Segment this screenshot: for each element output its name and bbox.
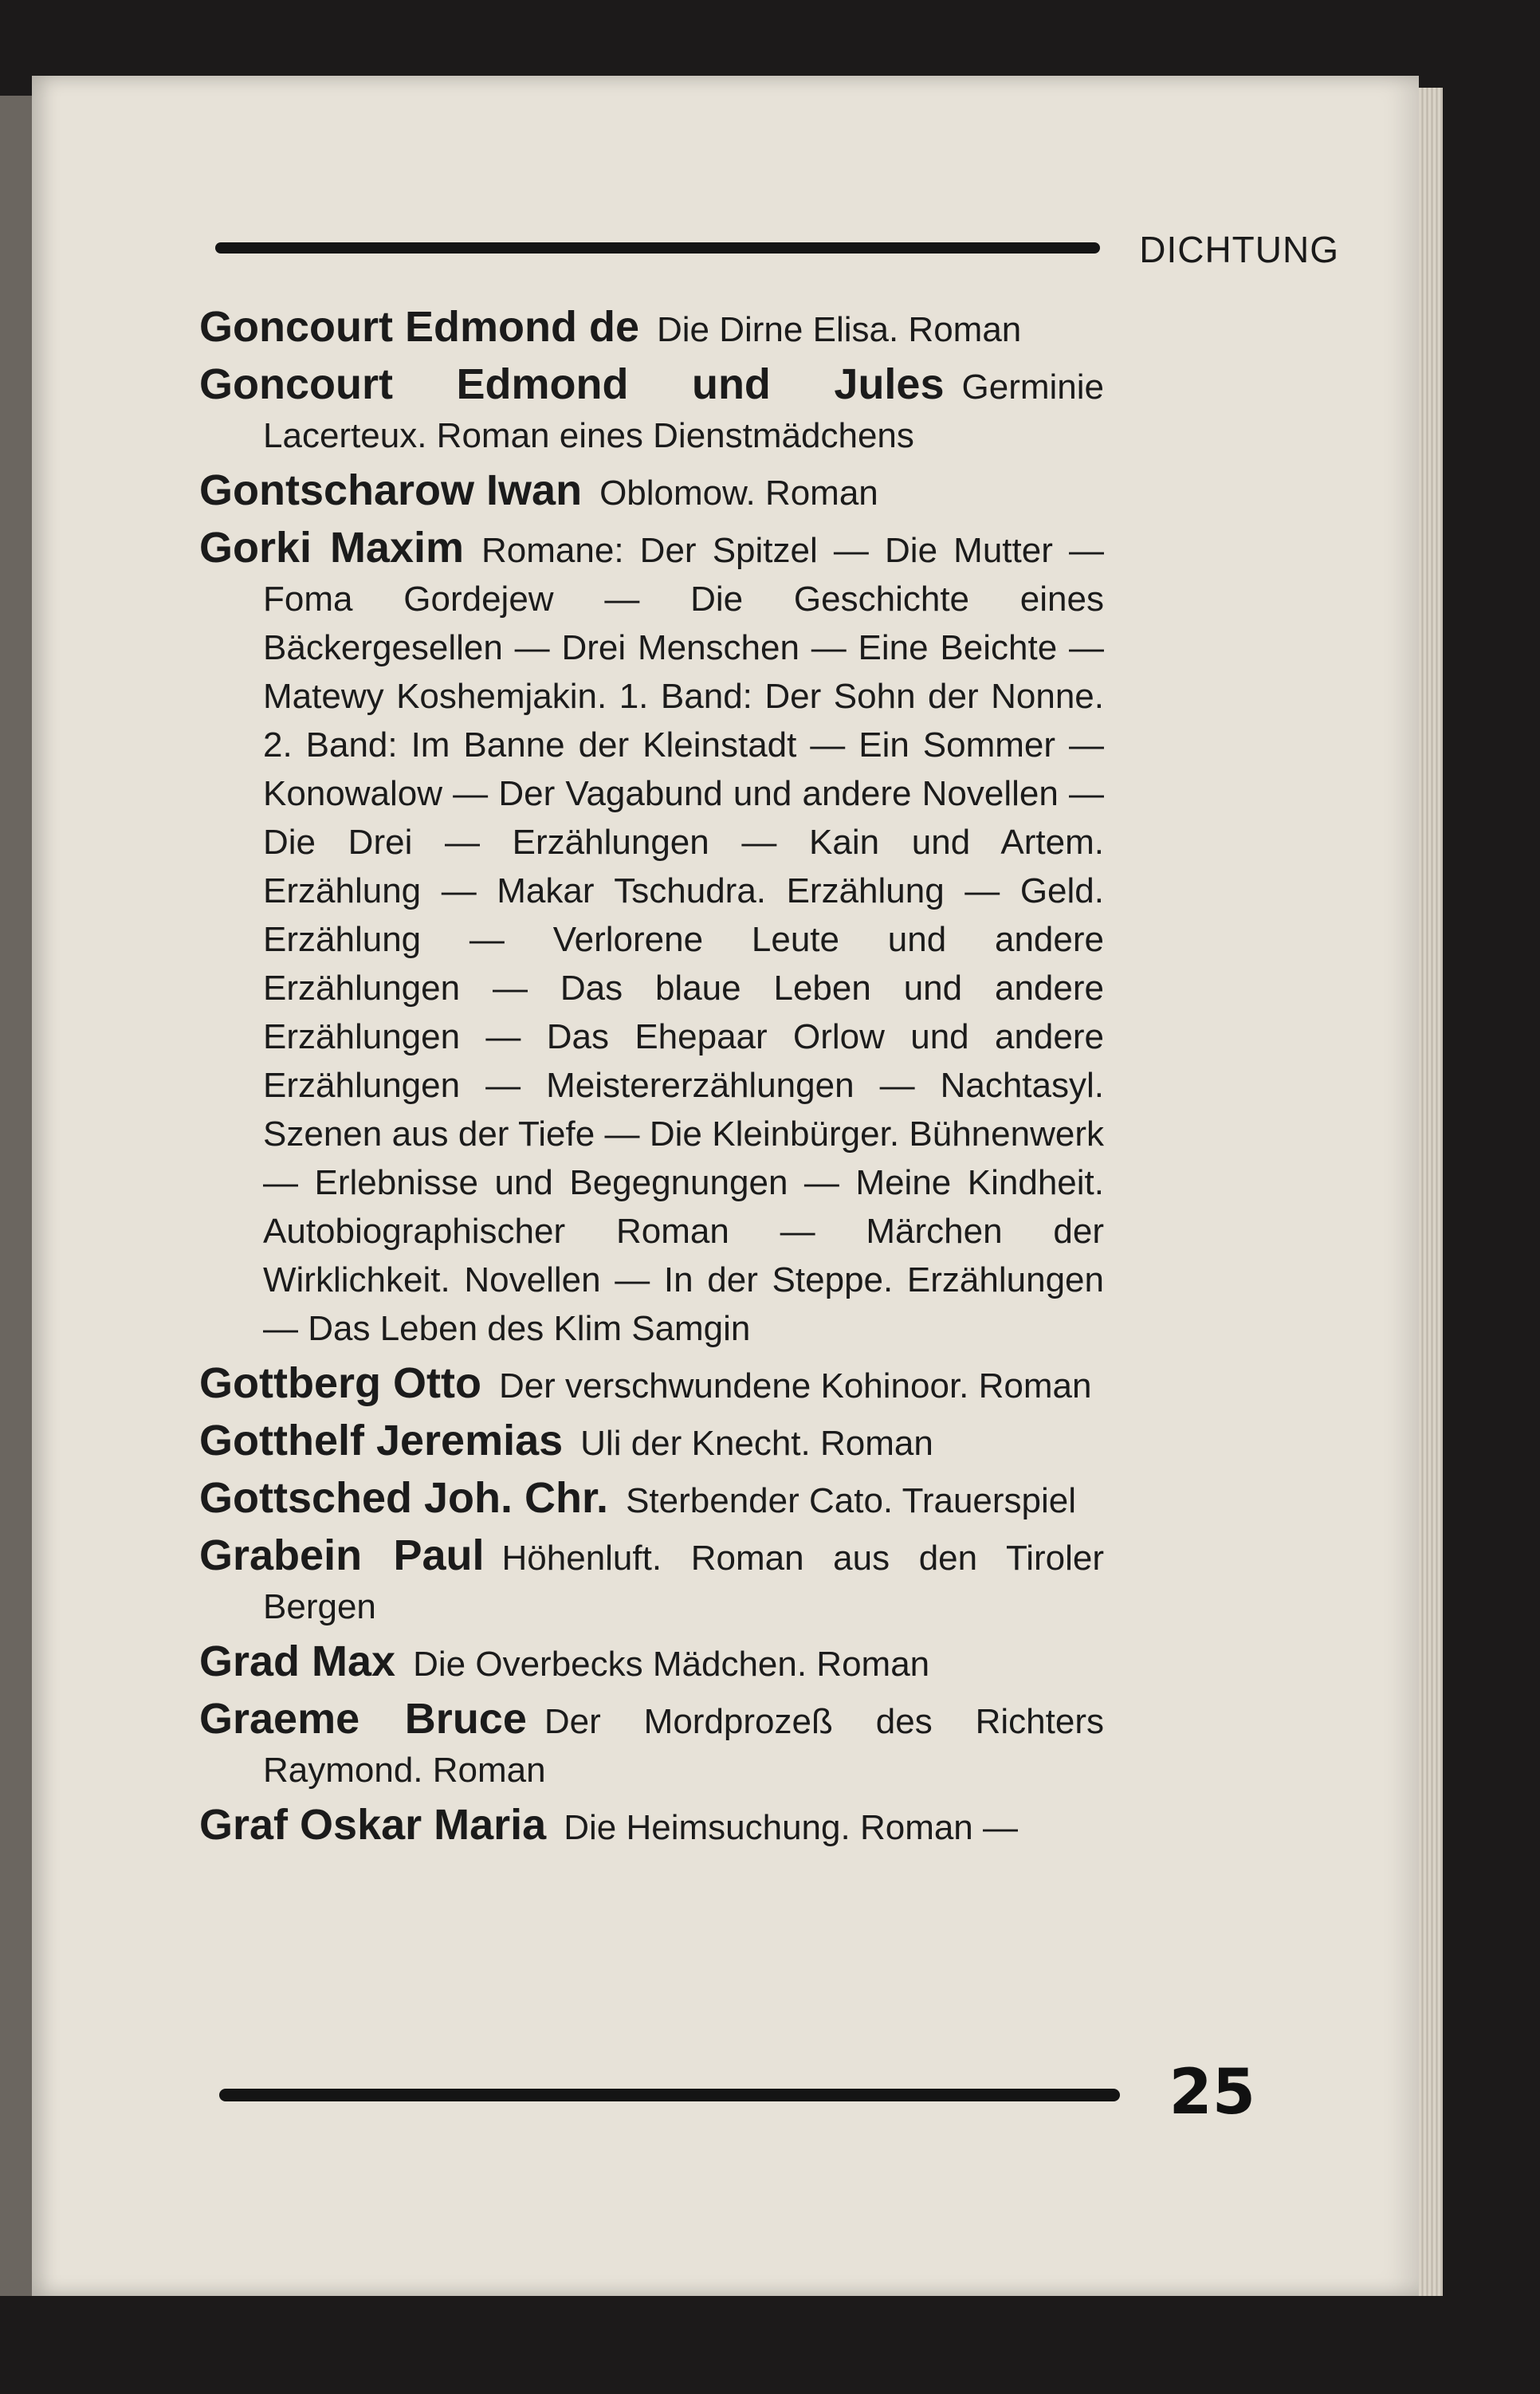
entry-titles: Die Heimsuchung. Roman — (564, 1808, 1019, 1847)
entry-titles: Die Dirne Elisa. Roman (656, 310, 1022, 349)
catalog-entry (199, 1531, 1104, 1631)
catalog-entry (199, 360, 1104, 460)
entry-author: Gontscharow Iwan (199, 466, 583, 514)
header-rule (215, 242, 1100, 254)
page-stack-edge (1419, 88, 1443, 2296)
catalog-entry (199, 466, 1104, 517)
entry-author: Graeme Bruce (199, 1695, 527, 1743)
entry-titles: Der Mordprozeß des Richters Raymond. Roman (263, 1702, 1104, 1790)
entry-author: Gotthelf Jeremias (199, 1417, 564, 1464)
catalog-entry (199, 303, 1104, 354)
entry-titles: Der verschwundene Kohinoor. Roman (498, 1366, 1092, 1405)
catalog-entry (199, 1695, 1104, 1795)
entry-titles: Germinie Lacerteux. Roman eines Dienstmädchens (263, 368, 1104, 455)
page-number: 25 (1169, 2057, 1255, 2129)
entry-author: Gottsched Joh. Chr. (199, 1474, 609, 1522)
section-title: DICHTUNG (1139, 229, 1339, 270)
entry-author: Gorki Maxim (199, 524, 465, 572)
left-page-edge (0, 96, 32, 2296)
entry-author: Graf Oskar Maria (199, 1801, 547, 1849)
entry-titles: Sterbender Cato. Trauerspiel (626, 1481, 1077, 1520)
entry-titles: Romane: Der Spitzel — Die Mutter — Foma Gordejew — Die Geschichte eines Bäckergesellen — Drei Menschen — Eine Beichte — Matewy Koshemjakin. 1. Band: Der Sohn der Nonne. 2. Band: Im Banne der Kleinstadt — Ein Sommer — Konowalow — Der Vagabund und andere Novellen — Die Drei — Erzählungen — Kain und Artem. Erzählung — Makar Tschudra. Erzählung — Geld. Erzählung — Verlorene Leute und andere Erzählungen — Das blaue Leben und andere Erzählungen — Das Ehepaar Orlow und andere Erzählungen — Meistererzählungen — Nachtasyl. Szenen aus der Tiefe — Die Kleinbürger. Bühnenwerk — Erlebnisse und Begegnungen — Meine Kindheit. Autobiographischer Roman — Märchen der Wirklichkeit. Novellen — In der Steppe. Erzählungen — Das Leben des Klim Samgin (263, 531, 1105, 1348)
page-header (215, 225, 1339, 273)
entry-titles: Uli der Knecht. Roman (580, 1424, 933, 1463)
catalog-entry (199, 524, 1104, 1353)
entry-author: Goncourt Edmond de (199, 303, 639, 351)
entry-author: Grad Max (199, 1637, 396, 1685)
entry-titles: Die Overbecks Mädchen. Roman (413, 1645, 930, 1684)
footer-rule (219, 2089, 1120, 2101)
entry-titles: Höhenluft. Roman aus den Tiroler Bergen (263, 1539, 1104, 1626)
entry-titles: Oblomow. Roman (599, 474, 878, 513)
entry-author: Gottberg Otto (199, 1359, 481, 1407)
entry-author: Goncourt Edmond und Jules (199, 360, 945, 408)
catalog-entry (199, 1359, 1104, 1410)
catalog-entry (199, 1474, 1104, 1525)
catalog-entry (199, 1801, 1104, 1852)
catalog-entry (199, 1417, 1104, 1468)
entry-author: Grabein Paul (199, 1531, 485, 1579)
page-footer (219, 2057, 1255, 2129)
catalog-entry (199, 1637, 1104, 1688)
catalog-entries (199, 303, 1104, 1858)
